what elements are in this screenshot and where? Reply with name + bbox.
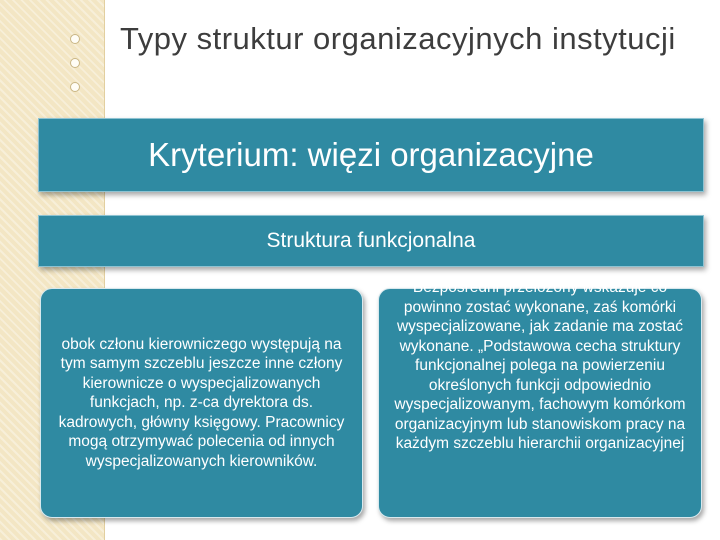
criterion-label: Kryterium: więzi organizacyjne [148,136,594,173]
right-card-text: Bezpośredni przełożony wskazuje co powinno zostać wykonane, zaś komórki wyspecjalizowane, jak zadanie ma zostać wykonane. „Podstawowa cecha struktury funkcjonalnej polega na powierzeniu określonych funkcji odpowiednio wyspecjalizowanym, fachowym komórkom organizacyjnym lub stanowiskom pracy na każdym szczeblu hierarchii organizacyjnej [394,279,686,452]
structure-banner [38,215,704,267]
slide-title: Typy struktur organizacyjnych instytucji [120,21,676,56]
description-card-left [40,288,363,518]
structure-label: Struktura funkcjonalna [266,229,476,252]
notebook-ring-icon [70,34,80,44]
left-card-text: obok członu kierowniczego występują na tym samym szczeblu jeszcze inne człony kierownicze o wyspecjalizowanych funkcjach, np. z-ca dyrektora ds. kadrowych, główny księgowy. Pracownicy mogą otrzymywać polecenia od innych wyspecjalizowanych kierowników. [58,335,345,470]
notebook-ring-icon [70,82,80,92]
notebook-ring-icon [70,58,80,68]
description-card-right [378,279,702,518]
criterion-banner [38,118,704,192]
